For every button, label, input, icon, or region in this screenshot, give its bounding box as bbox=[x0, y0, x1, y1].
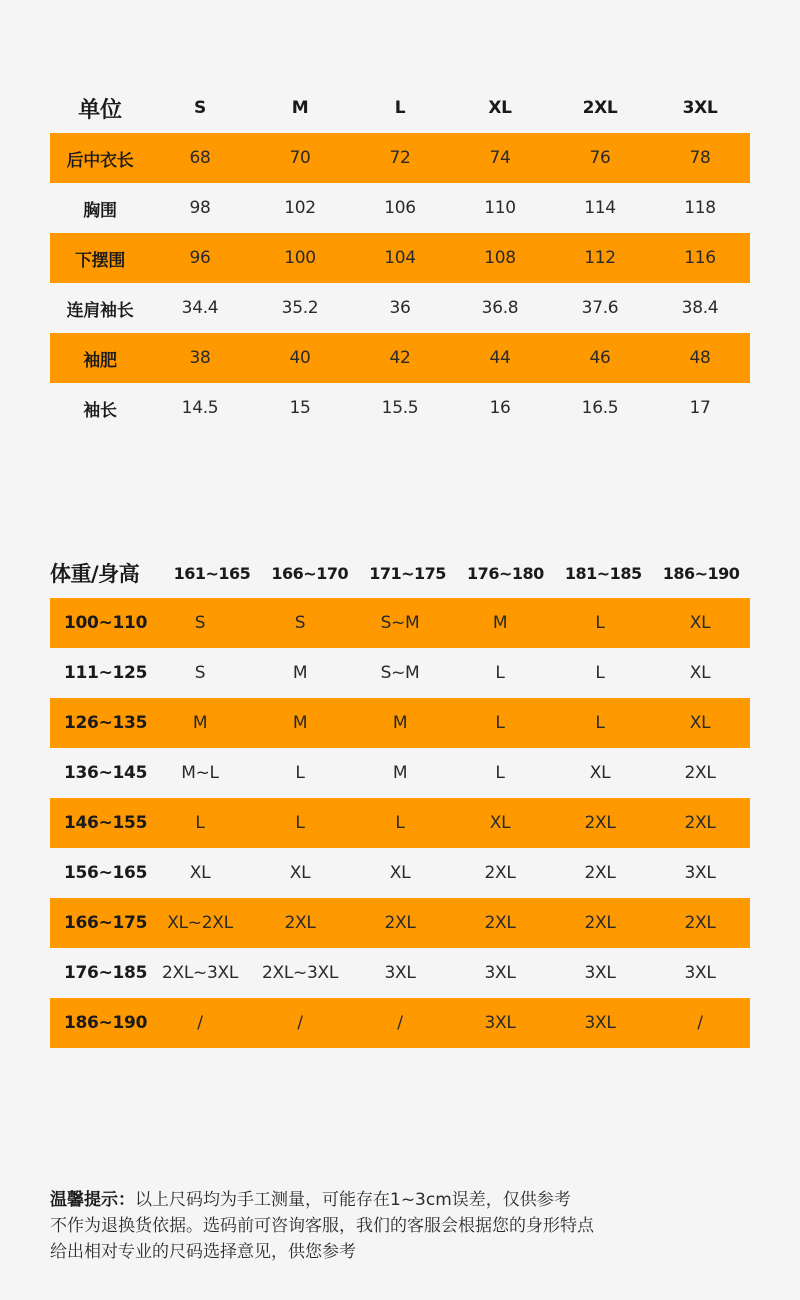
table-cell: 68 bbox=[189, 148, 211, 168]
table-row bbox=[50, 648, 750, 698]
table-cell: 2XL bbox=[584, 813, 616, 833]
size-header-s: S bbox=[194, 98, 206, 118]
height-header: 171~175 bbox=[369, 563, 446, 583]
table-row bbox=[50, 698, 750, 748]
weight-label: 126~135 bbox=[64, 713, 148, 733]
table-cell: L bbox=[595, 713, 605, 733]
table-cell: 2XL bbox=[684, 813, 716, 833]
note-line-1 bbox=[50, 1187, 750, 1213]
row-label: 胸围 bbox=[83, 200, 117, 221]
table-cell: 48 bbox=[689, 348, 711, 368]
table-cell: 17 bbox=[689, 398, 711, 418]
table-cell: 2XL bbox=[584, 863, 616, 883]
table-cell: 114 bbox=[584, 198, 616, 218]
table-cell: L bbox=[395, 813, 405, 833]
table-cell: 104 bbox=[384, 248, 416, 268]
size-recommendation-table bbox=[50, 548, 750, 1048]
table-row bbox=[50, 333, 750, 383]
table-cell: L bbox=[595, 613, 605, 633]
table-cell: 34.4 bbox=[181, 298, 219, 318]
height-header: 166~170 bbox=[271, 563, 349, 583]
weight-label: 100~110 bbox=[64, 613, 148, 633]
size-chart-table bbox=[50, 83, 750, 433]
table-cell: 2XL bbox=[684, 913, 716, 933]
table-cell: 112 bbox=[584, 248, 616, 268]
table-cell: S bbox=[194, 613, 206, 633]
table-cell: 2XL~3XL bbox=[261, 963, 338, 983]
size-header-2xl: 2XL bbox=[582, 98, 618, 118]
size-header-3xl: 3XL bbox=[682, 98, 718, 118]
height-header: 176~180 bbox=[467, 563, 544, 583]
table-row bbox=[50, 948, 750, 998]
table-cell: 118 bbox=[684, 198, 716, 218]
size-chart-header bbox=[50, 83, 750, 133]
table-cell: / bbox=[197, 1013, 203, 1033]
table-cell: 2XL~3XL bbox=[161, 963, 238, 983]
table-cell: 96 bbox=[189, 248, 211, 268]
table-row bbox=[50, 798, 750, 848]
table-row bbox=[50, 898, 750, 948]
table-cell: XL bbox=[289, 863, 311, 883]
table-row bbox=[50, 998, 750, 1048]
table-row bbox=[50, 183, 750, 233]
table-cell: XL bbox=[389, 863, 411, 883]
table-cell: 74 bbox=[489, 148, 511, 168]
table-row bbox=[50, 233, 750, 283]
table-cell: L bbox=[495, 713, 505, 733]
table-cell: 106 bbox=[384, 198, 416, 218]
table-cell: 38 bbox=[189, 348, 211, 368]
table-cell: M~L bbox=[181, 763, 219, 783]
weight-label: 156~165 bbox=[64, 863, 148, 883]
table-cell: 46 bbox=[589, 348, 611, 368]
table-cell: S~M bbox=[380, 663, 420, 683]
table-cell: 15.5 bbox=[381, 398, 419, 418]
height-header: 186~190 bbox=[662, 563, 740, 583]
table-row bbox=[50, 598, 750, 648]
table-cell: S bbox=[294, 613, 306, 633]
table-cell: M bbox=[192, 713, 208, 733]
table-cell: 44 bbox=[489, 348, 511, 368]
table-cell: / bbox=[397, 1013, 403, 1033]
weight-label: 186~190 bbox=[64, 1013, 148, 1033]
row-label: 下摆围 bbox=[74, 250, 126, 271]
table-cell: XL~2XL bbox=[167, 913, 233, 933]
size-header-l: L bbox=[394, 98, 406, 118]
table-cell: / bbox=[697, 1013, 703, 1033]
table-cell: XL bbox=[689, 613, 711, 633]
table-cell: L bbox=[195, 813, 205, 833]
table-cell: 42 bbox=[389, 348, 411, 368]
table-cell: M bbox=[392, 763, 408, 783]
height-header: 181~185 bbox=[564, 563, 642, 583]
table-cell: M bbox=[492, 613, 508, 633]
note-text-1: 以上尺码均为手工测量，可能存在1~3cm误差，仅供参考 bbox=[135, 1190, 571, 1210]
note-line-3: 给出相对专业的尺码选择意见，供您参考 bbox=[50, 1242, 356, 1262]
table-cell: M bbox=[392, 713, 408, 733]
table-cell: 98 bbox=[189, 198, 211, 218]
table-cell: 16 bbox=[489, 398, 511, 418]
table-cell: 2XL bbox=[384, 913, 416, 933]
weight-label: 136~145 bbox=[64, 763, 148, 783]
weight-label: 111~125 bbox=[64, 663, 148, 683]
table-cell: L bbox=[295, 763, 305, 783]
table-cell: L bbox=[495, 663, 505, 683]
table-cell: 72 bbox=[389, 148, 411, 168]
table-cell: L bbox=[495, 763, 505, 783]
weight-label: 146~155 bbox=[64, 813, 148, 833]
table-cell: 36 bbox=[389, 298, 411, 318]
table-row bbox=[50, 283, 750, 333]
size-header-xl: XL bbox=[488, 98, 512, 118]
table-cell: 116 bbox=[684, 248, 716, 268]
table-cell: 35.2 bbox=[281, 298, 319, 318]
table-cell: 3XL bbox=[584, 963, 616, 983]
table-cell: / bbox=[297, 1013, 303, 1033]
table-cell: L bbox=[295, 813, 305, 833]
table-cell: S~M bbox=[380, 613, 420, 633]
weight-height-header: 体重/身高 bbox=[50, 562, 140, 586]
weight-label: 166~175 bbox=[64, 913, 148, 933]
table-cell: 3XL bbox=[684, 963, 716, 983]
table-cell: M bbox=[292, 663, 308, 683]
table-cell: 100 bbox=[284, 248, 316, 268]
table-cell: 14.5 bbox=[181, 398, 219, 418]
table-cell: 70 bbox=[289, 148, 311, 168]
table-cell: 16.5 bbox=[581, 398, 619, 418]
table-row bbox=[50, 748, 750, 798]
note-line-2: 不作为退换货依据。选码前可咨询客服，我们的客服会根据您的身形特点 bbox=[50, 1216, 594, 1236]
table-row bbox=[50, 383, 750, 433]
table-cell: 3XL bbox=[484, 1013, 516, 1033]
table-cell: 2XL bbox=[284, 913, 316, 933]
height-header: 161~165 bbox=[173, 563, 251, 583]
table-cell: 76 bbox=[589, 148, 611, 168]
table-cell: 78 bbox=[689, 148, 711, 168]
table-cell: 2XL bbox=[484, 863, 516, 883]
table-cell: 37.6 bbox=[581, 298, 619, 318]
table-cell: XL bbox=[589, 763, 611, 783]
table-cell: M bbox=[292, 713, 308, 733]
table-cell: L bbox=[595, 663, 605, 683]
size-note bbox=[50, 1187, 750, 1265]
row-label: 袖肥 bbox=[83, 350, 117, 371]
table-cell: XL bbox=[489, 813, 511, 833]
table-cell: 3XL bbox=[384, 963, 416, 983]
size-header-m: M bbox=[291, 98, 309, 118]
table-cell: 3XL bbox=[584, 1013, 616, 1033]
row-label: 后中衣长 bbox=[66, 150, 134, 171]
table-cell: 2XL bbox=[484, 913, 516, 933]
table-cell: XL bbox=[689, 713, 711, 733]
recommendation-header bbox=[50, 548, 750, 598]
table-cell: XL bbox=[689, 663, 711, 683]
row-label: 袖长 bbox=[83, 400, 117, 421]
table-cell: 108 bbox=[484, 248, 516, 268]
table-cell: 2XL bbox=[584, 913, 616, 933]
table-cell: 3XL bbox=[484, 963, 516, 983]
row-label: 连肩袖长 bbox=[66, 300, 134, 321]
table-cell: 38.4 bbox=[681, 298, 719, 318]
table-cell: 102 bbox=[284, 198, 316, 218]
table-row bbox=[50, 133, 750, 183]
unit-header: 单位 bbox=[78, 97, 122, 123]
table-row bbox=[50, 848, 750, 898]
table-cell: 110 bbox=[484, 198, 516, 218]
table-cell: 40 bbox=[289, 348, 311, 368]
table-cell: 2XL bbox=[684, 763, 716, 783]
table-cell: S bbox=[194, 663, 206, 683]
table-cell: 36.8 bbox=[481, 298, 519, 318]
weight-label: 176~185 bbox=[64, 963, 148, 983]
table-cell: 15 bbox=[289, 398, 311, 418]
table-cell: 3XL bbox=[684, 863, 716, 883]
table-cell: XL bbox=[189, 863, 211, 883]
note-title: 温馨提示： bbox=[50, 1190, 135, 1210]
